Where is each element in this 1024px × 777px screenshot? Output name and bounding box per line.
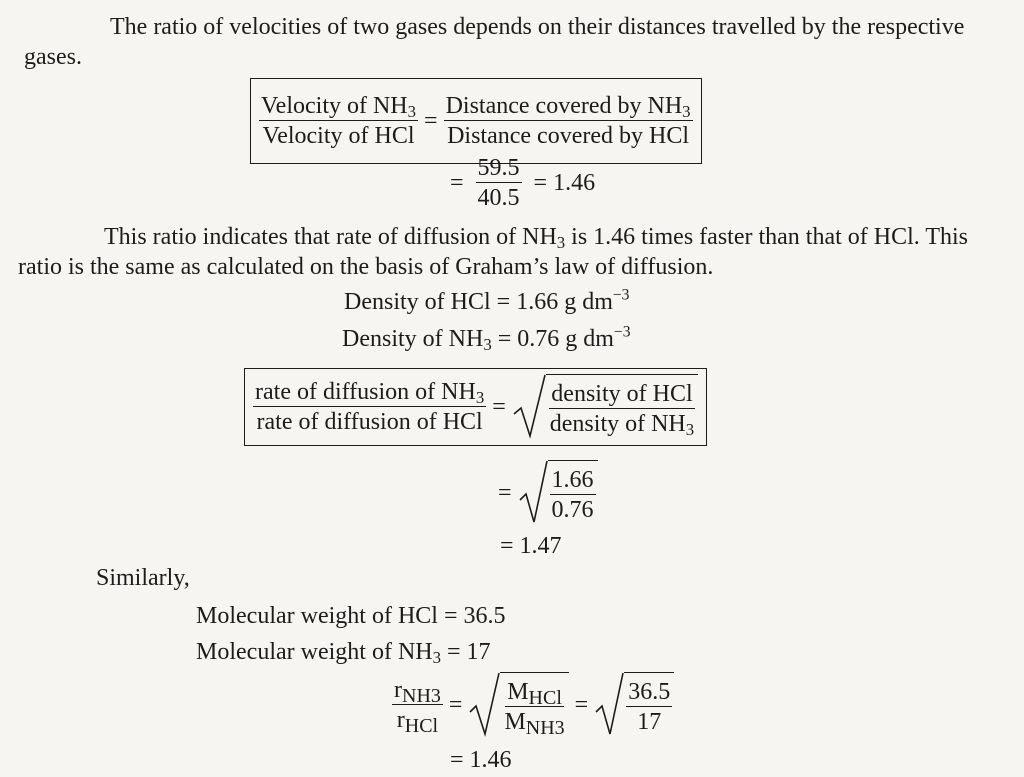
density-hcl: Density of HCl = 1.66 g $dm^{-3}$ (344, 286, 630, 315)
molecular-weight-equation: $\frac{r_{NH3}}{r_{HCl}}$ = $\frac{M_{HCl}}{M_{NH3}}$ = $\frac{36.5}{17}$ (392, 672, 674, 738)
paragraph-velocity-ratio (24, 12, 999, 72)
paragraph-diffusion-rate: This ratio indicates that rate of diffusion of $NH_3$ is 1.46 times faster than that of HCl. This ratio is the same as calculated on the basis of Graham’s law of diffusion. (18, 224, 969, 280)
velocity-fraction: $\frac{Velocity of NH_3}{\text{Velocity of HCl}}$ (261, 93, 417, 149)
density-result: = 1.47 (500, 533, 562, 559)
molecular-weight-hcl: Molecular weight of HCl = 36.5 (196, 603, 506, 629)
density-values-equation: = $\frac{1.66}{0.76}$ (498, 460, 598, 526)
molecular-weight-nh3: Molecular weight of $NH_3 = 17$ (196, 639, 491, 668)
distance-values-equation: = $\frac{59.5}{40.5}$ = 1.46 (450, 155, 596, 211)
molecular-weight-result: = 1.46 (450, 747, 512, 773)
distance-fraction: $\frac{Distance covered by NH_3}{\text{Distance covered by HCl}}$ (445, 93, 691, 149)
similarly-label: Similarly, (96, 565, 190, 591)
density-nh3: Density of $NH_3 = 0.76$ g $dm^{-3}$ (342, 323, 631, 355)
paragraph-text: The ratio of velocities of two gases depends on their distances travelled by the respective gases. (24, 14, 965, 70)
velocity-ratio-equation: $\frac{Velocity of NH_3}{\text{Velocity of HCl}}$ = $\frac{Distance covered by NH_3}{\text{Distance covered by HCl}}$ (250, 78, 702, 164)
graham-law-equation: $\frac{rate of diffusion of NH_3}{\text{rate of diffusion of HCl}}$ = $\frac{\text{density of HCl}}{density of NH_3}$ (244, 368, 707, 446)
square-root: $\frac{\text{density of HCl}}{density of NH_3}$ (512, 374, 698, 440)
